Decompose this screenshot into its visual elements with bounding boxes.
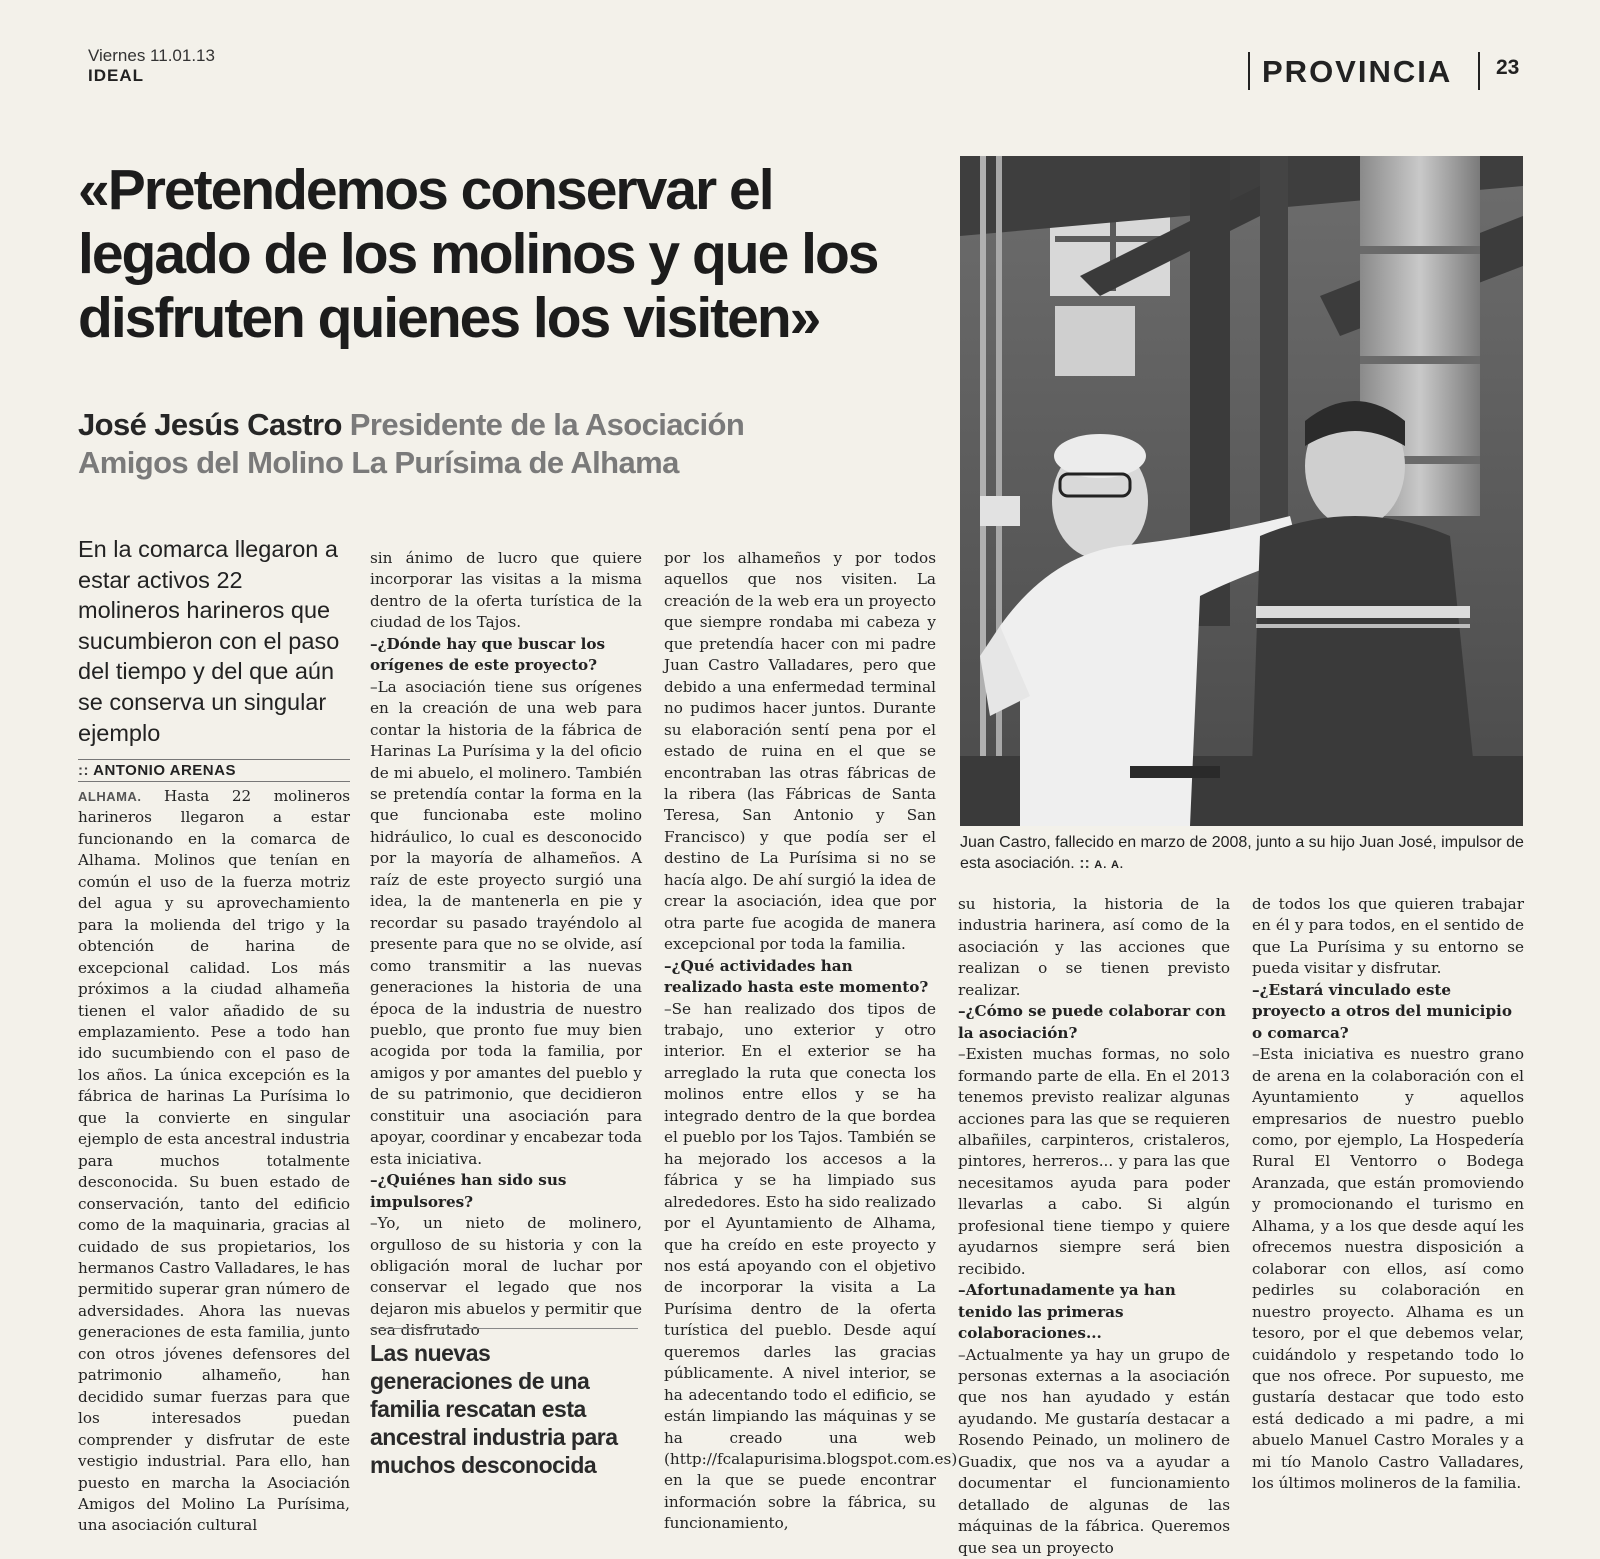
photo-credit: A. A. [1094, 859, 1124, 871]
interview-question: –¿Estará vinculado este proyecto a otros del municipio o comarca? [1252, 980, 1512, 1042]
author-name: ANTONIO ARENAS [93, 762, 236, 779]
issue-date: Viernes 11.01.13 [88, 46, 215, 65]
photo-caption-text: Juan Castro, fallecido en marzo de 2008, junto a su hijo Juan José, impulsor de esta asociación. [960, 834, 1524, 872]
interview-question: –¿Quiénes han sido sus impulsores? [370, 1171, 567, 1211]
article-photo [960, 156, 1523, 826]
pull-quote: Las nuevas generaciones de una familia rescatan esta ancestral industria para muchos desconocida [370, 1328, 638, 1479]
photo-caption [960, 832, 1528, 876]
interview-answer: –Esta iniciativa es nuestro grano de arena en la colaboración con el Ayuntamiento y aquellos empresarios de nuestro pueblo como, por ejemplo, La Hospedería Rural El Ventorro o Bodega Aranzada, que están promoviendo y promocionando el turismo en Alhama, y a los que desde aquí les ofrecemos nuestra disposición a colaborar con ellos, así como pedirles su colaboración en nuestro proyecto. Alhama es un tesoro, por el que debemos velar, cuidándolo y respetando todo lo que nos ofrece. Por supuesto, me gustaría destacar que todo esto está dedicado a mi padre, a mi abuelo Manuel Castro Morales y a mi tío Manolo Castro Valladares, los últimos molineros de la familia. [1252, 1045, 1524, 1493]
headline: «Pretendemos conservar el legado de los molinos y que los disfruten quienes los visiten» [78, 158, 878, 350]
interview-question: –Afortunadamente ya han tenido las primeras colaboraciones... [958, 1281, 1176, 1343]
article-paragraph: de todos los que quieren trabajar en él y para todos, en el sentido de que La Purísima y su entorno se pueda visitar y disfrutar. [1252, 895, 1524, 978]
interview-answer: –Actualmente ya hay un grupo de personas externas a la asociación que nos han ayudado y están ayudando. Me gustaría destacar a Rosendo Peinado, un molinero de Guadix, que nos va a ayudar a documentar el funcionamiento detallado de algunas de las máquinas de la fábrica. Queremos que sea un proyecto [958, 1345, 1230, 1557]
article-paragraph [78, 786, 350, 1537]
interviewee-name: José Jesús Castro [78, 407, 342, 442]
article-paragraph: por los alhameños y por todos aquellos que nos visiten. La creación de la web era un proyecto que siempre rondaba mi cabeza y que pretendía hacer con mi padre Juan Castro Valladares, pero que debido a una enfermedad terminal no pudimos hacer juntos. Durante su elaboración sentí pena por el estado de ruina en el que se encontraban las otras fábricas de la ribera (las Fábricas de Santa Teresa, San Antonio y San Francisco) y que podía ser el destino de La Purísima si no se hacía algo. De ahí surgió la idea de crear la asociación, idea que por otra parte fue acogida de manera excepcional por toda la familia. [664, 549, 936, 954]
mill-photo-illustration [960, 156, 1523, 826]
byline-dots: :: [78, 762, 89, 779]
intro-text: Hasta 22 molineros harineros llegaron a estar funcionando en la comarca de Alhama. Molinos que tenían en común el uso de la fuerza motriz del agua y su aprovechamiento para la molienda del trigo y la obtención de harina de excepcional calidad. Los más próximos a la ciudad alhameña tienen el valor añadido de su emplazamiento. Pese a todo han ido sucumbiendo con el paso de los años. La única excepción es la fábrica de harinas La Purísima lo que la convierte en singular ejemplo de esta ancestral industria para muchos totalmente desconocida. Su buen estado de conservación, tanto del edificio como de la maquinaria, gracias al cuidado de sus propietarios, los hermanos Castro Valladares, le has permitido superar gran número de adversidades. Ahora las nuevas generaciones de esta familia, junto con otros jóvenes defensores del patrimonio alhameño, han decidido sumar fuerzas para que los interesados puedan comprender y disfrutar de este vestigio industrial. Para ello, han puesto en marcha la Asociación Amigos del Molino La Purísima, una asociación cultural [78, 787, 351, 1535]
article-column-4 [958, 894, 1230, 1559]
interview-question: –¿Dónde hay que buscar los orígenes de este proyecto? [370, 634, 606, 675]
interview-answer: –Existen muchas formas, no solo formando parte de ella. En el 2013 tenemos previsto realizar algunas acciones para las que se requieren albañiles, carpinteros, cristaleros, pintores, herreros... y para las que necesitamos ayuda para poder llevarlas a cabo. Si algún profesional tiene tiempo y quiere ayudarnos siempre será bien recibido. [958, 1045, 1230, 1278]
article-paragraph: sin ánimo de lucro que quiere incorporar las visitas a la misma dentro de la oferta turística de la ciudad de los Tajos. [370, 549, 642, 632]
lede: En la comarca llegaron a estar activos 22 molineros harineros que sucumbieron con el paso del tiempo y del que aún se conserva un singular ejemplo [78, 536, 340, 746]
article-column-2 [370, 548, 642, 1342]
article-paragraph: su historia, la historia de la industria harinera, así como de la asociación y las acciones que realizan o se tienen previsto realizar. [958, 895, 1230, 999]
article-column-3 [664, 548, 958, 1535]
interviewee [78, 406, 798, 482]
header-divider [1248, 52, 1250, 90]
interview-answer: –Yo, un nieto de molinero, orgulloso de su historia y con la obligación moral de luchar por conservar el legado que nos dejaron mis abuelos y permitir que sea disfrutado [370, 1214, 642, 1340]
interview-answer: –Se han realizado dos tipos de trabajo, uno exterior y otro interior. En el exterior se ha arreglado la ruta que conecta los molinos entre ellos y se ha integrado dentro de la que bordea el pueblo por los Tajos. También se ha mejorado los accesos a la fábrica y se ha limpiado sus alrededores. Esto ha sido realizado por el Ayuntamiento de Alhama, que ha creído en este proyecto y nos está apoyando con el objetivo de incorporar la visita a La Purísima dentro de la oferta turística del pueblo. Desde aquí queremos darles las gracias públicamente. A nivel interior, se ha adecentando todo el edificio, se están limpiando las máquinas y se ha creado una web (http://fcalapurisima.blogspot.com.es) en la que se puede encontrar información sobre la fábrica, su funcionamiento, [664, 999, 958, 1533]
article-column-1 [78, 786, 350, 1537]
page-number: 23 [1496, 56, 1520, 79]
byline [78, 759, 350, 782]
interview-answer: –La asociación tiene sus orígenes en la creación de una web para contar la historia de la fábrica de Harinas La Purísima y la del oficio de mi abuelo, el molinero. También se pretendía contar la forma en la que funcionaba este molino hidráulico, lo cual es desconocido por la mayoría de alhameños. A raíz de este proyecto surgió una idea, la de mantenerla en pie y recordar su pasado trayéndolo al presente para que no se olvide, así como transmitir a las nuevas generaciones la historia de una época de la industria de nuestro pueblo, que pronto fue muy bien acogida por toda la familia, por amigos y por amantes del pueblo y de su patrimonio, que decidieron constituir una asociación para apoyar, coordinar y encabezar toda esta iniciativa. [370, 677, 642, 1168]
credit-dots: :: [1079, 855, 1090, 872]
interview-question: –¿Cómo se puede colaborar con la asociación? [958, 1002, 1226, 1042]
dateline: ALHAMA. [78, 789, 142, 804]
article-column-5 [1252, 894, 1524, 1495]
header-divider [1478, 52, 1480, 90]
interview-question: –¿Qué actividades han realizado hasta este momento? [664, 956, 929, 997]
interviewee-role: Presidente de la Asociación Amigos del Molino La Purísima de Alhama [78, 407, 745, 480]
publication-name: IDEAL [88, 66, 144, 85]
section-title: PROVINCIA [1262, 54, 1453, 89]
